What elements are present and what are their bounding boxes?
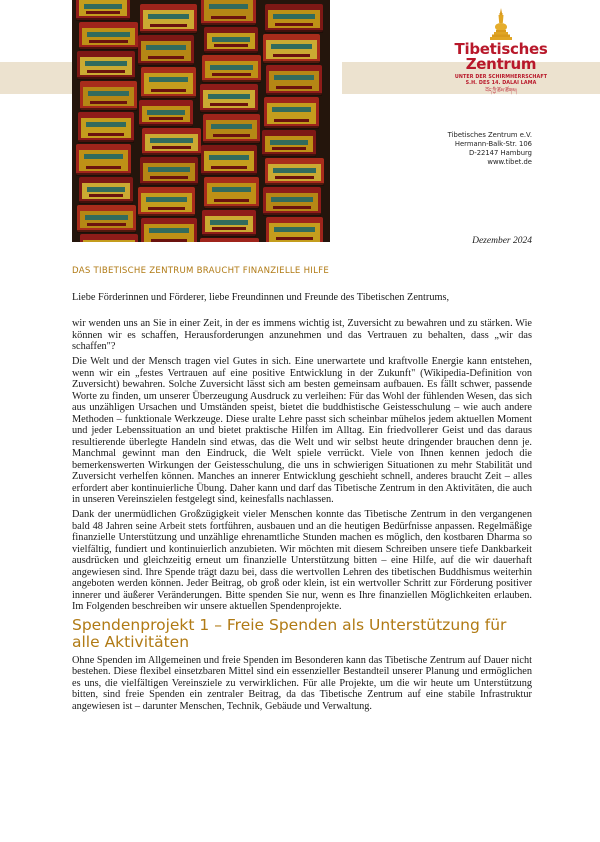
address-street: Hermann-Balk-Str. 106: [454, 140, 532, 148]
sender-address: [448, 131, 532, 167]
logo: [436, 8, 566, 95]
salutation: Liebe Förderinnen und Förderer, liebe Freundinnen und Freunde des Tibetischen Zentrums,: [72, 292, 450, 303]
body-paragraph-1: wir wenden uns an Sie in einer Zeit, in der es immens wichtig ist, Zuversicht zu bewahren und zu stärken. Wie können wir es schaffen, Herausforderungen anzunehmen und das Vertrauen zu behalten, dass „wir das schaffen"?: [72, 318, 532, 352]
logo-name-line2: Zentrum: [465, 55, 537, 73]
logo-name-line1: Tibetisches: [454, 40, 548, 58]
body-paragraph-3: Dank der unermüdlichen Großzügigkeit vieler Menschen konnte das Tibetische Zentrum in den vergangenen bald 48 Jahren seine Arbeit stets fortführen, ausbauen und an die heutigen Bedürfnisse anpassen. Regelmäßige finanzielle Unterstützung und unzählige ehrenamtliche Stunden machen es möglich, den kostbaren Dharma so vielfältig, fundiert und kontinuierlich anzubieten. Wir möchten mit diesem Schreiben unsere tiefe Dankbarkeit ausdrücken und gleichzeitig erneut um finanzielle Unterstützung bitten – eine Hilfe, auf die wir dauerhaft angewiesen sind. Ihre Spende trägt dazu bei, dass die wertvollen Lehren des tibetischen Buddhismus weiterhin angeboten werden können. Jeder Beitrag, ob groß oder klein, ist ein wertvoller Schritt zur Förderung positiver innerer und äußerer Veränderungen. Bitte spenden Sie nur, wenn es Ihre finanziellen Möglichkeiten erlauben. Im Folgenden beschreiben wir unsere aktuellen Spendenprojekte.: [72, 509, 532, 612]
letter-body: [72, 318, 532, 716]
address-web: www.tibet.de: [487, 158, 532, 166]
letter-date: Dezember 2024: [472, 236, 532, 246]
logo-subline1: UNTER DER SCHIRMHERRSCHAFT: [454, 75, 548, 80]
body-paragraph-2: Die Welt und der Mensch tragen viel Gutes in sich. Eine unerwartete und kraftvolle Energie kann entstehen, wenn wir ein „festes Vertrauen auf eine positive Entwicklung in der Zukunft" (Wikipedia-Definition von Zuversicht) bewahren. Solche Zuversicht lässt sich am besten gemeinsam aufbauen. Es fällt schwer, passende Worte zu finden, um unserer Überzeugung Ausdruck zu verleihen: Für das Wohl der fühlenden Wesen, das sich aus unzähligen Ursachen und Umständen speist, bietet die buddhistische Geistesschulung – wie auch andere Methoden – funktionale Werkzeuge. Diese uralte Lehre passt sich scheinbar mühelos jedem aktuellen Moment und jeder Lebenssituation an und bietet praktische Hilfen im Alltag. Ein friedvollerer Geist und das daraus resultierende überlegte Handeln sind etwas, das die Welt und wir selbst heute dringender brauchen denn je. Manchmal gewinnt man den Eindruck, die Welt spiele verrückt. Viele von Ihnen kennen jedoch die bemerkenswerten Wirkungen der Geistesschulung, die uns in schwierigen Situationen zu mehr Stabilität und Zuversicht verhelfen können. Manches an innerer Entwicklung geschieht schnell, anderes braucht Zeit – alles erfordert aber kontinuierliche Übung. Daher kann und darf das Tibetische Zentrum in den Aktivitäten, die auch in unseren Vereinszielen festgelegt sind, keinesfalls nachlassen.: [72, 356, 532, 505]
prayer-books-photo: [72, 0, 330, 242]
logo-subline2: S.H. DES 14. DALAI LAMA: [465, 81, 537, 86]
header-band-left: [0, 62, 72, 94]
section-paragraph: Ohne Spenden im Allgemeinen und freie Spenden im Besonderen kann das Tibetische Zentrum auf Dauer nicht bestehen. Diese flexibel einsetzbaren Mittel sind ein essenzieller Bestandteil unserer Planung und ermöglichen es uns, die vielfältigen Vereinsziele zu verwirklichen. Für alle Projekte, um die wir heute um Unterstützung bitten, sind freie Spenden ein zentraler Beitrag, da das Tibetische Zentrum auf eine stabile Infrastruktur angewiesen ist – darunter Menschen, Technik, Gebäude und Verwaltung.: [72, 654, 532, 712]
address-org: Tibetisches Zentrum e.V.: [447, 131, 532, 139]
stupa-icon: [488, 8, 514, 42]
letter-heading: DAS TIBETISCHE ZENTRUM BRAUCHT FINANZIELLE HILFE: [72, 266, 329, 276]
address-city: D-22147 Hamburg: [469, 149, 532, 157]
section-title: Spendenprojekt 1 – Freie Spenden als Unterstützung für alle Aktivitäten: [72, 615, 507, 651]
logo-tibetan-text: བོད་ཀྱི་ཆོས་ཚོགས།: [485, 88, 517, 94]
